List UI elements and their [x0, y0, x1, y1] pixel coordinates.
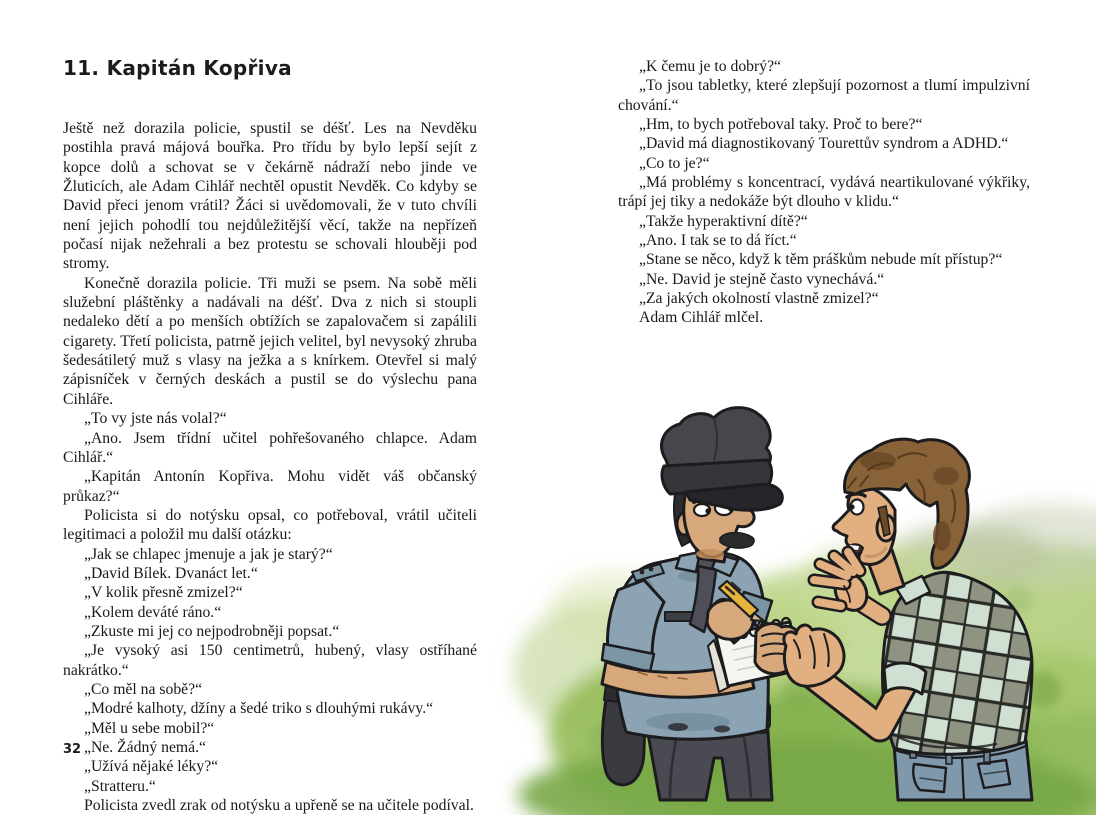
dialogue-line: „Měl u sebe mobil?“ [84, 719, 215, 737]
dialogue-line: „Zkuste mi jej co nejpodrobněji popsat.“ [84, 622, 340, 640]
name-bar [665, 612, 693, 621]
right-text-column [618, 57, 1030, 328]
dialogue-line: „Kapitán Antonín Kopřiva. Mohu vidět váš občanský průkaz?“ [63, 468, 477, 505]
dialogue-line: „Jak se chlapec jmenuje a jak je starý?“ [84, 545, 333, 563]
body-paragraph: Konečně dorazila policie. Tři muži se psem. Na sobě měli služební pláštěnky a nadávali na déšť. Dva z nich si stoupli nedaleko dětí a po menších obtížích se zapalovačem si zapálili cigarety. Třetí policista, patrně jejich velitel, byl nevysoký zhruba šedesátiletý muž s vlasy na ježka a s knírkem. Otevřel si malý zápisníček v černých deskách a pustil se do výslechu pana Cihláře. [63, 274, 477, 408]
dialogue-line: „Co měl na sobě?“ [84, 680, 203, 698]
dialogue-line: „Kolem deváté ráno.“ [84, 603, 222, 621]
dialogue-line: „Užívá nějaké léky?“ [84, 758, 219, 776]
dialogue-line: „Ne. Žádný nemá.“ [84, 739, 206, 756]
page-number: 32 [63, 742, 82, 757]
dialogue-line: „Je vysoký asi 150 centimetrů, hubený, vlasy ostříhané nakrátko.“ [63, 642, 477, 679]
dialogue-line: „V kolik přesně zmizel?“ [84, 584, 243, 602]
officer-cap [662, 408, 783, 511]
dialogue-line: „K čemu je to dobrý?“ [639, 58, 781, 75]
illustration [548, 340, 1096, 800]
chapter-title: 11. Kapitán Kopřiva [63, 56, 292, 80]
dialogue-line: „To jsou tabletky, které zlepšují pozornost a tlumí impulzivní chování.“ [618, 77, 1030, 114]
rolled-sleeve-cuff [884, 663, 926, 694]
body-paragraph: Ještě než dorazila policie, spustil se déšť. Les na Nevděku postihla pravá májová bouřka. Pro třídu by bylo lepší sejít z kopce dolů a schovat se v čekárně nádraží nebo jinde ve Žluticích, ale Adam Cihlář nechtěl opustit Nevděk. Co kdyby se David přeci jenom vrátil? Žáci si uvědomovali, že v tuto chvíli není jejich pohodlí tou nejdůležitější věcí, takže na nepřízeň počasí nijak nežehrali a bez protestu se schovali hlouběji pod stromy. [63, 120, 477, 273]
officer-mustache [720, 533, 754, 548]
body-paragraph: Policista si do notýsku opsal, co potřeboval, vrátil učiteli legitimaci a položil mu další otázku: [63, 506, 477, 544]
dialogue-line: „Modré kalhoty, džíny a šedé triko s dlouhými rukávy.“ [84, 700, 434, 718]
right-page [548, 0, 1096, 800]
body-paragraph: Policista zvedl zrak od notýsku a upřeně se na učitele podíval. [84, 797, 474, 815]
dialogue-line: „Stratteru.“ [84, 777, 156, 795]
dialogue-line: „Ano. Jsem třídní učitel pohřešovaného chlapce. Adam Cihlář.“ [63, 429, 477, 466]
body-paragraph: Adam Cihlář mlčel. [639, 309, 764, 327]
dialogue-line: „David Bílek. Dvanáct let.“ [84, 564, 258, 582]
dialogue-line: „Ne. David je stejně často vynechává.“ [639, 270, 885, 288]
dialogue-line: „To vy jste nás volal?“ [84, 410, 227, 428]
dialogue-line: „Má problémy s koncentrací, vydává neartikulované výkřiky, trápí jej tiky a nedokáže být dlouho v klidu.“ [618, 174, 1030, 211]
dialogue-line: „Za jakých okolností vlastně zmizel?“ [639, 290, 879, 308]
dialogue-line: „David má diagnostikovaný Tourettův syndrom a ADHD.“ [639, 135, 1009, 153]
dialogue-line: „Ano. I tak se to dá říct.“ [639, 232, 797, 250]
dialogue-line: „Co to je?“ [639, 154, 710, 172]
dialogue-line: „Hm, to bych potřeboval taky. Proč to bere?“ [639, 116, 923, 134]
left-text-column [63, 119, 477, 815]
dialogue-line: „Takže hyperaktivní dítě?“ [639, 212, 808, 230]
dialogue-line: „Stane se něco, když k těm práškům nebude mít přístup?“ [639, 251, 1003, 269]
